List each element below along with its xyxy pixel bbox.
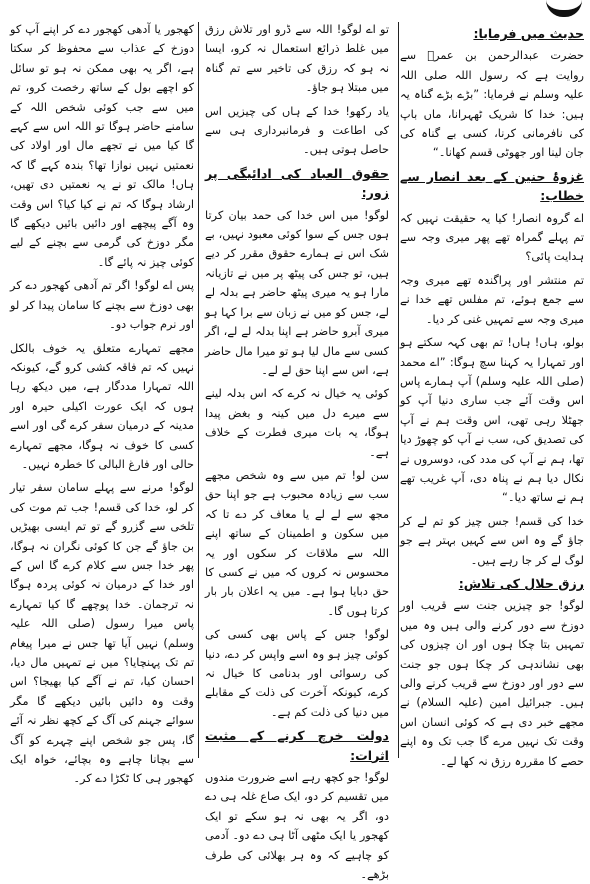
paragraph: مجھے تمہارے متعلق یہ خوف بالکل نہیں کہ تم فاقہ کشی کرو گے، کیونکہ اللہ تمہارا مددگار ہے، میں دیکھ رہا ہوں کہ ایک عورت اکیلی حیرہ اور مدینہ کے درمیان سفر کرے گی اور اسے کسی کا خوف نہ ہوگا، مجھے تمہارے حالی اور فارغ البالی کا خطرہ نہیں۔ xyxy=(10,341,194,471)
section-heading: رزق حلال کی تلاش: xyxy=(458,575,584,591)
paragraph: بولو، ہاں! ہاں! تم بھی کہہ سکتے ہو اور تمہارا یہ کہنا سچ ہوگا: ”اے محمد (صلی اللہ علیہ وسلم) آپ ہمارے پاس اس وقت آئے جب ساری دنیا آپ کو جھٹلا رہی تھی، اس وقت ہم نے آپ کی تصدیق کی، سب نے آپ کو چھوڑ دیا تھا، ہم نے آپ کی مدد کی، دوسروں نے نکال دیا ہم نے پناہ دی، آپ غریب تھے ہم نے ساتھ دیا۔“ xyxy=(400,336,584,505)
paragraph: کوئی یہ خیال نہ کرے کہ اس بدلہ لینے سے میرے دل میں کینہ و بغض پیدا ہوگا، یہ بات میری فطرت کے خلاف ہے۔ xyxy=(205,387,389,459)
paragraph: لوگو! جو کچھ رہے اسے ضرورت مندوں میں تقسیم کر دو، ایک صاع غلہ ہی دے دو، اگر یہ بھی نہ ہو سکے تو ایک کھجور یا ایک مٹھی آٹا ہی دے دو۔ آدمی کو چاہیے کہ وہ ہر بھلائی کی طرف بڑھے۔ xyxy=(205,771,389,882)
section-heading: حدیث میں فرمایا: xyxy=(473,26,584,41)
paragraph: لوگو! جس کے پاس بھی کسی کی کوئی چیز ہو وہ اسے واپس کر دے، دنیا کی رسوائی اور بدنامی کا خیال نہ کرے، کیونکہ آخرت کی ذلت کے مقابلے میں دنیا کی ذلت کم ہے۔ xyxy=(205,628,389,719)
paragraph: اے گروہ انصار! کیا یہ حقیقت نہیں کہ تم پہلے گمراہ تھے پھر میری وجہ سے ہدایت پائی؟ xyxy=(400,211,584,264)
paragraph: تم منتشر اور پراگندہ تھے میری وجہ سے جمع ہوئے، تم مفلس تھے خدا نے میری وجہ سے تمہیں غنی کر دیا۔ xyxy=(400,273,584,326)
paragraph: لوگو! میں اس خدا کی حمد بیان کرتا ہوں جس کے سوا کوئی معبود نہیں، بے شک اس نے ہمارے حقوق مقرر کر دیے ہیں، تو جس کی پیٹھ پر میں نے تازیانہ مارا ہو یہ میری پیٹھ حاضر ہے بدلہ لے لے، جس کو میں نے زبان سے برا کہا ہو میری آبرو حاضر ہے اپنا بدلہ لے لے، اگر کسی سے مال لیا ہو تو میرا مال حاضر ہے، اس سے اپنا حق لے لے۔ xyxy=(205,208,389,377)
page-corner-mark xyxy=(546,0,582,17)
paragraph: حضرت عبدالرحمن بن عمرؓ سے روایت ہے کہ رسول اللہ صلی اللہ علیہ وسلم نے فرمایا: ”بڑے بڑے گناہ یہ ہیں: خدا کا شریک ٹھہرانا، ماں باپ کی نافرمانی کرنا، کسی بے گناہ کی جان لینا اور جھوٹی قسم کھانا۔“ xyxy=(400,49,584,160)
text-column-middle xyxy=(205,20,389,882)
column-divider xyxy=(198,22,199,758)
paragraph: لوگو! جو چیزیں جنت سے قریب اور دوزخ سے دور کرنے والی ہیں وہ میں تمہیں بتا چکا ہوں اور ان چیزوں کی بھی نشاندہی کر چکا ہوں جو جنت سے دور اور دوزخ سے قریب کرنے والی ہیں۔ جبرائیل امین (علیہ السلام) نے مجھے خبر دی ہے کہ کوئی انسان اس وقت تک نہیں مرے گا جب تک وہ اپنے حصے کا مقررہ رزق نہ کھا لے۔ xyxy=(400,599,584,768)
paragraph: لوگو! مرنے سے پہلے سامان سفر تیار کر لو، خدا کی قسم! جب تم موت کی تلخی سے گزرو گے تو تم ایسی بھیڑیں بن جاؤ گے جن کا کوئی نگران نہ ہوگا، پھر خدا جس سے کلام کرے گا اس کے اور خدا کے درمیان نہ کوئی پردہ ہوگا نہ ترجمان۔ خدا پوچھے گا کیا تمہارے پاس میرا رسول (صلی اللہ علیہ وسلم) نہیں آیا تھا جس نے میرا پیغام تم تک پہنچایا؟ میں نے تمہیں مال دیا، احسان کیا، تم نے آگے کیا بھیجا؟ اس وقت وہ دائیں بائیں دیکھے گا مگر سوائے جہنم کی آگ کے کچھ نظر نہ آئے گا، پس جو شخص اپنے چہرے کو آگ سے بچانا چاہے وہ بچائے، خواہ ایک کھجور ہی کا ٹکڑا دے کر۔ xyxy=(10,481,194,786)
text-column-right xyxy=(400,20,584,768)
paragraph: کھجور یا آدھی کھجور دے کر اپنے آپ کو دوزخ کے عذاب سے محفوظ کر سکتا ہے، اگر یہ بھی ممکن نہ ہو تو سائل کو اچھے بول کے ساتھ رخصت کرو، تم میں سے جب کوئی شخص اللہ کے سامنے حاضر ہوگا تو اللہ اس سے کہے گا کیا میں نے تجھے مال اور اولاد کی نعمتیں نہیں نوازا تھا؟ بندہ کہے گا کہ ہاں! مالک تو نے یہ نعمتیں دی تھیں، ارشاد ہوگا کہ تم نے کیا کیا؟ اس وقت وہ آگے پیچھے اور دائیں بائیں دیکھے گا مگر دوزخ کی گرمی سے بچنے کے لیے کوئی چیز نہ پائے گا۔ xyxy=(10,23,194,269)
paragraph: سن لو! تم میں سے وہ شخص مجھے سب سے زیادہ محبوب ہے جو اپنا حق مجھ سے لے لے یا معاف کر دے تا کہ میں سکون و اطمینان کے ساتھ اپنے اللہ سے ملاقات کر سکوں اور یہ محسوس نہ کروں کہ میں نے کسی کا حق دبایا ہوا ہے۔ میں یہ اعلان بار بار کرتا ہوں گا۔ xyxy=(205,468,389,618)
section-heading: غزوۂ حنین کے بعد انصار سے خطاب: xyxy=(400,168,584,204)
paragraph: پس اے لوگو! اگر تم آدھی کھجور دے کر بھی دوزخ سے بچنے کا سامان پیدا کر لو اور نرم جواب دو۔ xyxy=(10,279,194,332)
section-heading: دولت خرچ کرنے کے مثبت اثرات: xyxy=(205,728,389,763)
text-column-left xyxy=(10,20,194,786)
column-divider xyxy=(398,22,399,758)
paragraph: یاد رکھو! خدا کے ہاں کی چیزیں اس کی اطاعت و فرمانبرداری ہی سے حاصل ہوتی ہیں۔ xyxy=(205,104,389,157)
section-heading: حقوق العباد کی ادائیگی پر زور: xyxy=(205,165,389,201)
paragraph: خدا کی قسم! جس چیز کو تم لے کر جاؤ گے وہ اس سے کہیں بہتر ہے جو لوگ لے کر جا رہے ہیں۔ xyxy=(400,514,584,567)
paragraph: تو اے لوگو! اللہ سے ڈرو اور تلاش رزق میں غلط ذرائع استعمال نہ کرو، ایسا نہ ہو کہ رزق کی تاخیر سے تم گناہ میں مبتلا ہو جاؤ۔ xyxy=(205,23,389,95)
